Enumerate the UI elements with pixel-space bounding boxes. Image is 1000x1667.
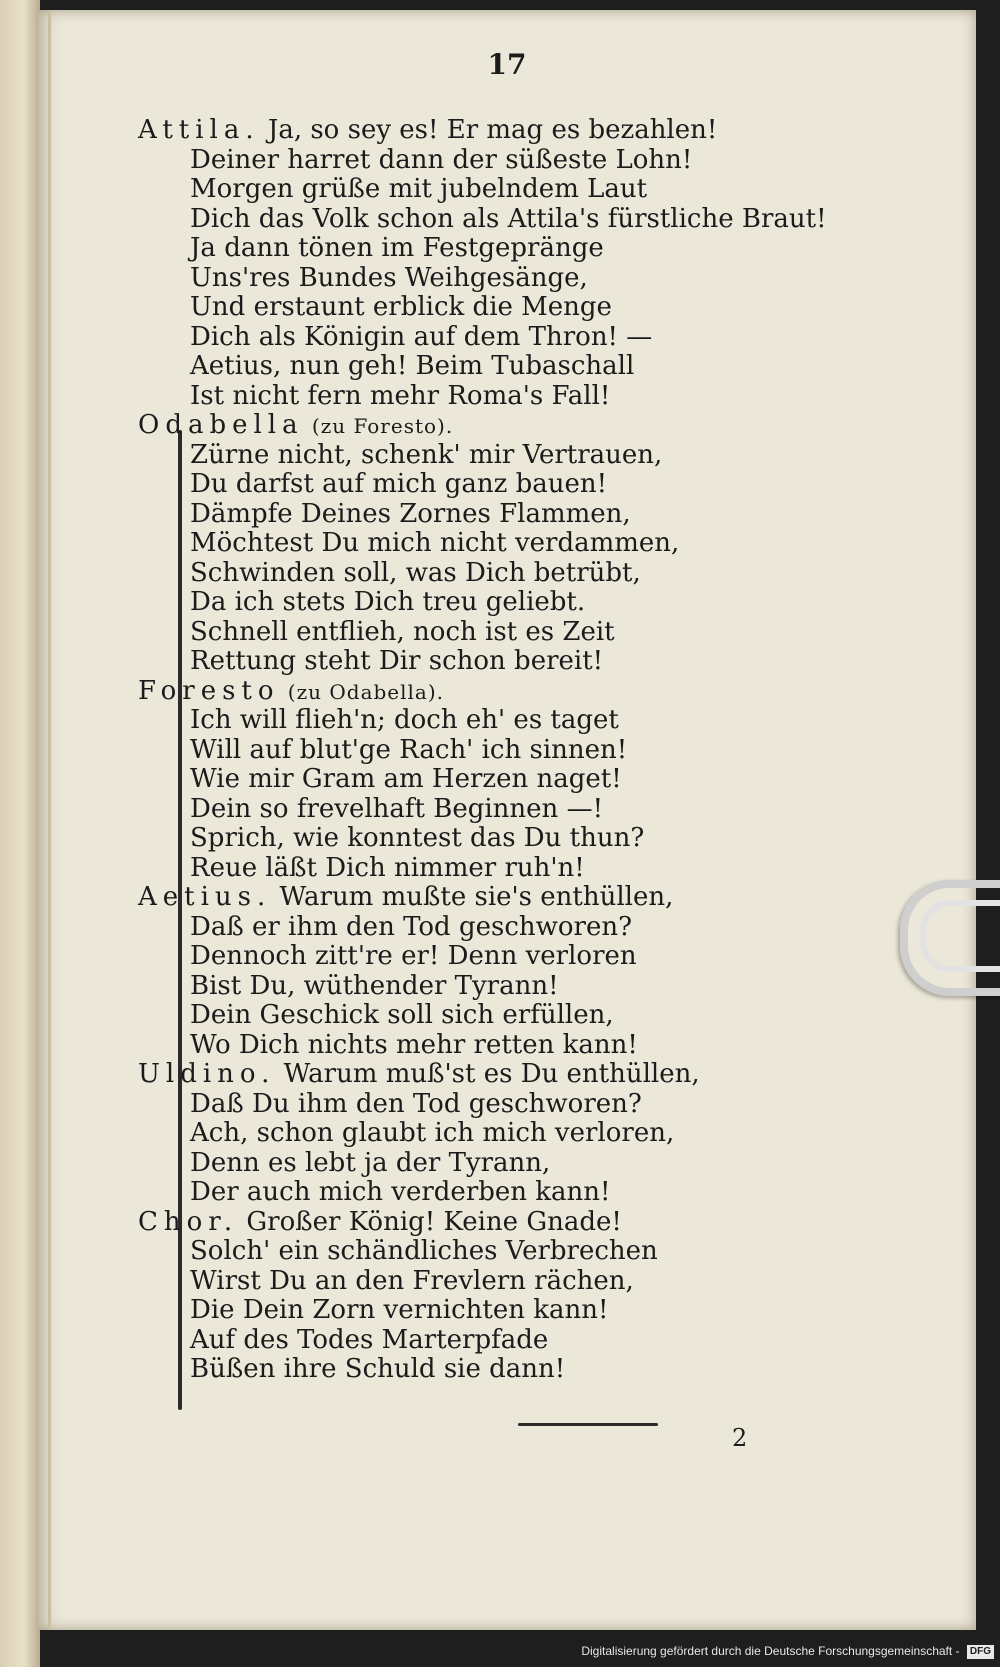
- spacer: [304, 410, 312, 440]
- stage-direction: (zu Foresto).: [311, 414, 454, 438]
- speaker-name: Uldino.: [138, 1059, 276, 1089]
- verse-line: Rettung steht Dir schon bereit!: [190, 646, 604, 676]
- verse-line: Daß er ihm den Tod geschworen?: [190, 911, 633, 942]
- verse-line: Wo Dich nichts mehr retten kann!: [190, 1029, 638, 1060]
- footer-credit: Digitalisierung gefördert durch die Deutsche Forschungsgemeinschaft -: [581, 1644, 960, 1658]
- verse-line: Büßen ihre Schuld sie dann!: [190, 1354, 566, 1384]
- signature-mark: 2: [732, 1424, 748, 1452]
- verse-line: Wie mir Gram am Herzen naget!: [190, 764, 622, 794]
- speaker-name: Aetius.: [138, 882, 272, 912]
- verse-line: Deiner harret dann der süßeste Lohn!: [190, 144, 693, 175]
- spacer: [280, 676, 288, 706]
- verse-line: Denn es lebt ja der Tyrann,: [190, 1147, 551, 1178]
- speaker-line: [138, 116, 938, 146]
- verse-line: Will auf blut'ge Rach' ich sinnen!: [190, 734, 628, 765]
- speaker-heading: [138, 677, 938, 707]
- verse-line: Ich will flieh'n; doch eh' es taget: [190, 705, 619, 735]
- verse-line: Schnell entflieh, noch ist es Zeit: [190, 616, 615, 647]
- spacer: [271, 882, 279, 912]
- verse-line: Reue läßt Dich nimmer ruh'n!: [190, 852, 585, 883]
- speaker-line: [138, 1060, 938, 1090]
- speaker-name: Chor.: [138, 1206, 239, 1237]
- verse-line: Zürne nicht, schenk' mir Vertrauen,: [190, 439, 663, 470]
- verse-line: Sprich, wie konntest das Du thun?: [190, 823, 645, 853]
- verse-line: Ist nicht fern mehr Roma's Fall!: [190, 380, 611, 411]
- verse-line: Ach, schon glaubt ich mich verloren,: [190, 1118, 675, 1148]
- verse-line: Möchtest Du mich nicht verdammen,: [190, 528, 680, 558]
- verse-line: Solch' ein schändliches Verbrechen: [190, 1236, 658, 1266]
- verse-line: Da ich stets Dich treu geliebt.: [190, 587, 586, 617]
- speaker-line: [138, 883, 938, 913]
- end-rule: [518, 1423, 658, 1426]
- verse-line: Dein so frevelhaft Beginnen —!: [190, 793, 604, 824]
- verse-text: Großer König! Keine Gnade!: [246, 1206, 622, 1237]
- verse-line: Aetius, nun geh! Beim Tubaschall: [190, 351, 635, 381]
- libretto-text: [138, 116, 938, 1385]
- spacer: [260, 115, 268, 145]
- book-edge: [0, 0, 40, 1667]
- verse-line: Uns'res Bundes Weihgesänge,: [190, 262, 588, 293]
- paperclip-inner: [920, 900, 1000, 972]
- spacer: [275, 1059, 283, 1089]
- dfg-logo: DFG: [967, 1645, 994, 1659]
- verse-line: Und erstaunt erblick die Menge: [190, 292, 612, 322]
- verse-line: Dämpfe Deines Zornes Flammen,: [190, 498, 631, 529]
- verse-line: Morgen grüße mit jubelndem Laut: [190, 174, 648, 204]
- verse-text: Ja, so sey es! Er mag es bezahlen!: [267, 115, 718, 145]
- verse-line: Wirst Du an den Frevlern rächen,: [190, 1265, 634, 1296]
- speaker-name: Attila.: [138, 115, 260, 145]
- speaker-name: Foresto: [138, 675, 280, 706]
- page-number: 17: [487, 48, 527, 81]
- speaker-heading: [138, 411, 938, 441]
- verse-line: Dich als Königin auf dem Thron! —: [190, 321, 653, 352]
- verse-line: Ja dann tönen im Festgepränge: [190, 233, 604, 263]
- speaker-line: [138, 1208, 938, 1238]
- verse-line: Der auch mich verderben kann!: [190, 1177, 611, 1207]
- verse-line: Auf des Todes Marterpfade: [190, 1324, 549, 1355]
- digitization-footer: [581, 1637, 994, 1665]
- verse-line: Dein Geschick soll sich erfüllen,: [190, 1000, 614, 1030]
- verse-line: Dich das Volk schon als Attila's fürstliche Braut!: [190, 203, 827, 234]
- gutter-line: [48, 10, 51, 1630]
- verse-line: Schwinden soll, was Dich betrübt,: [190, 557, 641, 588]
- verse-line: Du darfst auf mich ganz bauen!: [190, 469, 608, 499]
- book-page: [38, 10, 976, 1630]
- verse-line: Die Dein Zorn vernichten kann!: [190, 1295, 609, 1325]
- verse-line: Bist Du, wüthender Tyrann!: [190, 970, 559, 1001]
- stage-direction: (zu Odabella).: [287, 679, 445, 704]
- verse-line: Dennoch zitt're er! Denn verloren: [190, 941, 637, 971]
- verse-text: Warum muß'st es Du enthüllen,: [283, 1059, 700, 1089]
- verse-text: Warum mußte sie's enthüllen,: [279, 882, 674, 912]
- verse-line: Daß Du ihm den Tod geschworen?: [190, 1088, 642, 1119]
- speaker-name: Odabella: [138, 410, 304, 440]
